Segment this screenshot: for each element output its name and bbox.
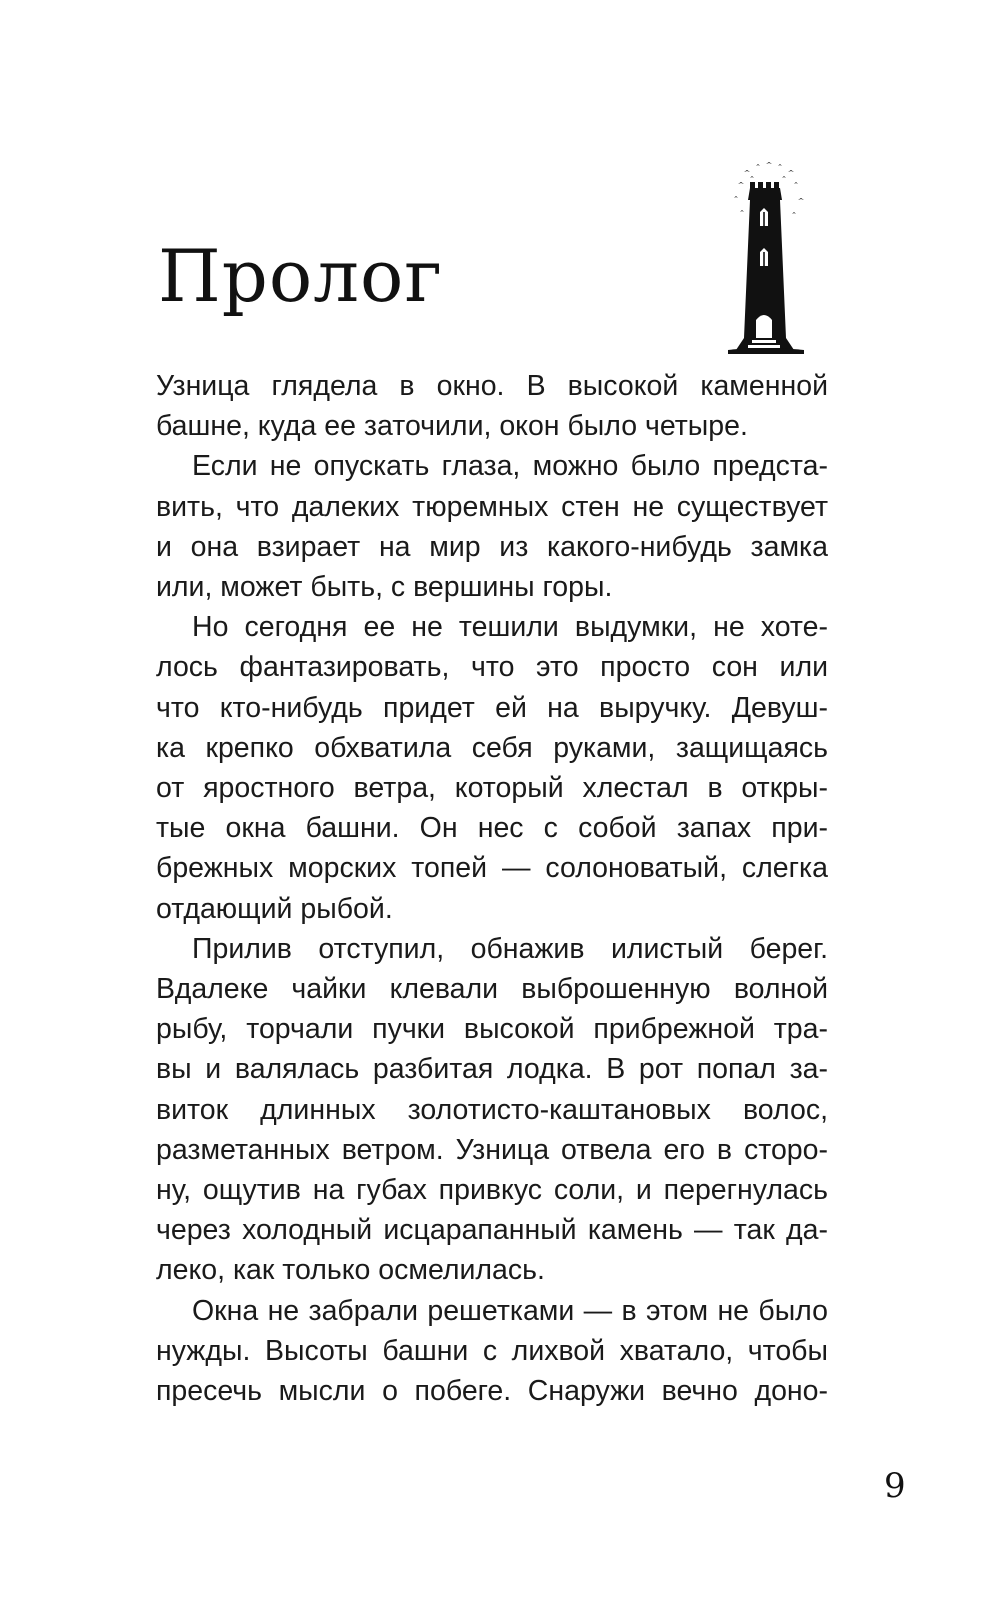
text-line: ну, ощутив на губах привкус соли, и перегнулась: [156, 1174, 828, 1207]
paragraph-1: [156, 366, 828, 446]
text-line: рыбу, торчали пучки высокой прибрежной тра-: [156, 1013, 828, 1046]
page-number: 9: [884, 1466, 906, 1506]
text-line: Если не опускать глаза, можно было предста-: [192, 450, 828, 483]
text-line: или, может быть, с вершины горы.: [156, 571, 613, 604]
paragraph-3: [156, 607, 828, 929]
text-line: пресечь мысли о побеге. Снаружи вечно доно-: [156, 1375, 828, 1408]
text-line: тые окна башни. Он нес с собой запах при-: [156, 812, 828, 845]
tower-icon: [720, 160, 810, 360]
text-line: через холодный исцарапанный камень — так да-: [156, 1214, 828, 1247]
text-line: башне, куда ее заточили, окон было четыре.: [156, 410, 748, 443]
paragraph-2: [156, 446, 828, 607]
chapter-title: Пролог: [158, 234, 444, 318]
text-line: Но сегодня ее не тешили выдумки, не хоте-: [192, 611, 828, 644]
text-line: отдающий рыбой.: [156, 892, 393, 925]
text-line: разметанных ветром. Узница отвела его в сторо-: [156, 1133, 828, 1166]
text-line: виток длинных золотисто-каштановых волос,: [156, 1093, 828, 1126]
text-line: вы и валялась разбитая лодка. В рот попал за-: [156, 1053, 828, 1086]
text-line: ка крепко обхватила себя руками, защищаясь: [156, 731, 828, 764]
text-line: Узница глядела в окно. В высокой каменной: [156, 370, 828, 402]
text-line: и она взирает на мир из какого-нибудь замка: [156, 530, 828, 563]
text-line: Окна не забрали решетками — в этом не было: [192, 1294, 828, 1327]
text-line: Прилив отступил, обнажив илистый берег.: [192, 932, 828, 965]
prologue-text: [156, 366, 828, 1411]
text-line: вить, что далеких тюремных стен не существует: [156, 490, 828, 523]
text-line: Вдалеке чайки клевали выброшенную волной: [156, 973, 828, 1006]
paragraph-5: [156, 1291, 828, 1412]
text-line: леко, как только осмелилась.: [156, 1254, 545, 1287]
text-line: лось фантазировать, что это просто сон или: [156, 651, 828, 684]
paragraph-4: [156, 929, 828, 1291]
text-line: брежных морских топей — солоноватый, слегка: [156, 852, 828, 885]
text-line: что кто-нибудь придет ей на выручку. Девуш-: [156, 691, 828, 724]
text-line: нужды. Высоты башни с лихвой хватало, чтобы: [156, 1334, 828, 1367]
text-line: от яростного ветра, который хлестал в откры-: [156, 772, 828, 805]
